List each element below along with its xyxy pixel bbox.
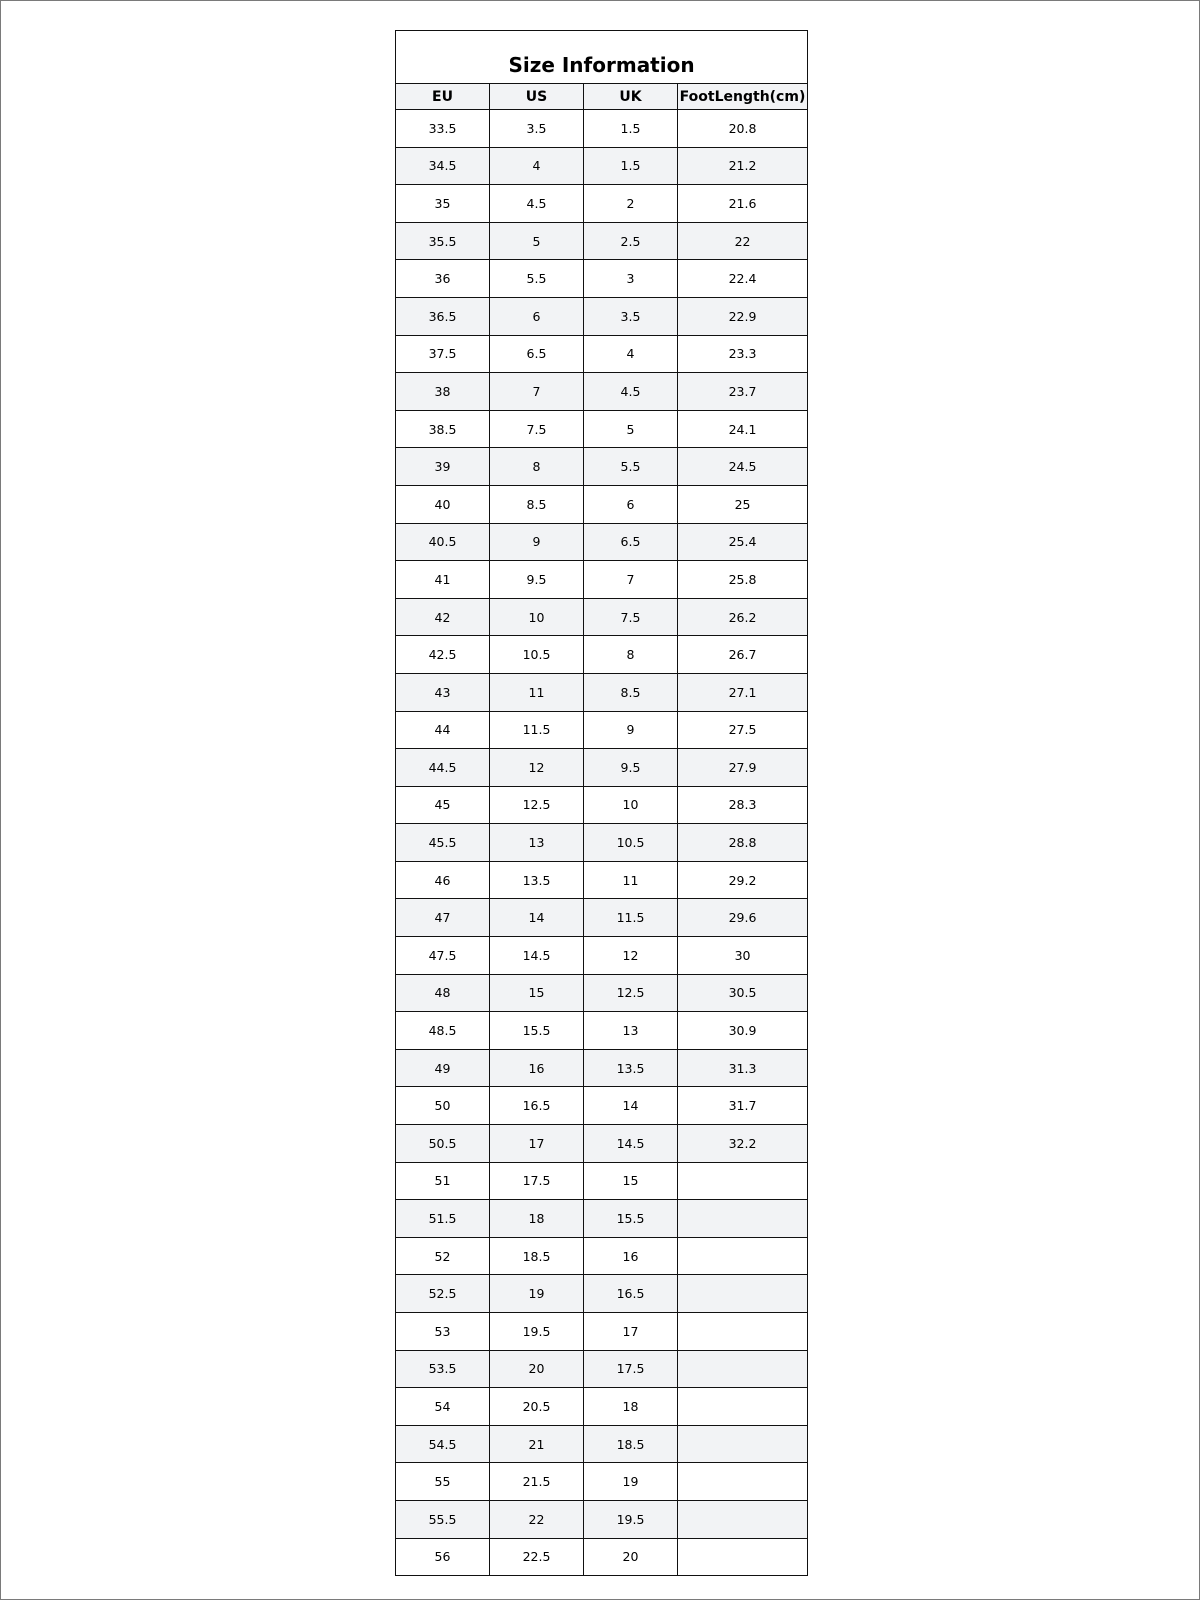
foot-length-cell: 29.6 xyxy=(678,899,808,937)
us-cell: 19.5 xyxy=(490,1313,584,1351)
title-row xyxy=(396,31,808,84)
foot-length-cell: 21.2 xyxy=(678,147,808,185)
foot-length-cell: 27.9 xyxy=(678,749,808,787)
eu-cell: 33.5 xyxy=(396,110,490,148)
header-uk: UK xyxy=(584,84,678,110)
eu-cell: 38.5 xyxy=(396,410,490,448)
foot-length-cell: 29.2 xyxy=(678,861,808,899)
us-cell: 12.5 xyxy=(490,786,584,824)
foot-length-cell: 27.1 xyxy=(678,673,808,711)
us-cell: 4 xyxy=(490,147,584,185)
foot-length-cell: 22.4 xyxy=(678,260,808,298)
eu-cell: 36.5 xyxy=(396,297,490,335)
us-cell: 21 xyxy=(490,1425,584,1463)
table-row xyxy=(396,1463,808,1501)
table-row xyxy=(396,185,808,223)
uk-cell: 20 xyxy=(584,1538,678,1576)
eu-cell: 42.5 xyxy=(396,636,490,674)
table-row xyxy=(396,561,808,599)
us-cell: 17 xyxy=(490,1125,584,1163)
uk-cell: 8 xyxy=(584,636,678,674)
foot-length-cell: 26.2 xyxy=(678,598,808,636)
foot-length-cell: 28.3 xyxy=(678,786,808,824)
table-row xyxy=(396,297,808,335)
eu-cell: 35.5 xyxy=(396,222,490,260)
header-us: US xyxy=(490,84,584,110)
uk-cell: 9.5 xyxy=(584,749,678,787)
eu-cell: 45.5 xyxy=(396,824,490,862)
table-row xyxy=(396,523,808,561)
eu-cell: 41 xyxy=(396,561,490,599)
table-row xyxy=(396,448,808,486)
eu-cell: 43 xyxy=(396,673,490,711)
table-row xyxy=(396,749,808,787)
table-row xyxy=(396,222,808,260)
eu-cell: 51 xyxy=(396,1162,490,1200)
us-cell: 8.5 xyxy=(490,485,584,523)
foot-length-cell xyxy=(678,1500,808,1538)
uk-cell: 8.5 xyxy=(584,673,678,711)
uk-cell: 9 xyxy=(584,711,678,749)
table-row xyxy=(396,1237,808,1275)
uk-cell: 1.5 xyxy=(584,110,678,148)
us-cell: 19 xyxy=(490,1275,584,1313)
table-title: Size Information xyxy=(396,31,808,84)
table-row xyxy=(396,1162,808,1200)
eu-cell: 37.5 xyxy=(396,335,490,373)
eu-cell: 55.5 xyxy=(396,1500,490,1538)
uk-cell: 7.5 xyxy=(584,598,678,636)
foot-length-cell: 23.7 xyxy=(678,373,808,411)
table-row xyxy=(396,1200,808,1238)
size-rows xyxy=(396,110,808,1576)
foot-length-cell xyxy=(678,1313,808,1351)
uk-cell: 16.5 xyxy=(584,1275,678,1313)
table-row xyxy=(396,1313,808,1351)
foot-length-cell xyxy=(678,1237,808,1275)
us-cell: 13 xyxy=(490,824,584,862)
eu-cell: 44.5 xyxy=(396,749,490,787)
header-foot-length: FootLength(cm) xyxy=(678,84,808,110)
header-eu: EU xyxy=(396,84,490,110)
eu-cell: 54 xyxy=(396,1388,490,1426)
foot-length-cell xyxy=(678,1388,808,1426)
uk-cell: 15.5 xyxy=(584,1200,678,1238)
uk-cell: 5 xyxy=(584,410,678,448)
table-row xyxy=(396,636,808,674)
us-cell: 14 xyxy=(490,899,584,937)
eu-cell: 36 xyxy=(396,260,490,298)
us-cell: 7 xyxy=(490,373,584,411)
eu-cell: 45 xyxy=(396,786,490,824)
uk-cell: 3 xyxy=(584,260,678,298)
foot-length-cell xyxy=(678,1200,808,1238)
eu-cell: 47 xyxy=(396,899,490,937)
us-cell: 20 xyxy=(490,1350,584,1388)
table-row xyxy=(396,824,808,862)
uk-cell: 12.5 xyxy=(584,974,678,1012)
eu-cell: 52 xyxy=(396,1237,490,1275)
foot-length-cell xyxy=(678,1463,808,1501)
table-row xyxy=(396,410,808,448)
table-row xyxy=(396,147,808,185)
foot-length-cell: 22.9 xyxy=(678,297,808,335)
foot-length-cell: 25 xyxy=(678,485,808,523)
us-cell: 6.5 xyxy=(490,335,584,373)
eu-cell: 42 xyxy=(396,598,490,636)
uk-cell: 18.5 xyxy=(584,1425,678,1463)
uk-cell: 16 xyxy=(584,1237,678,1275)
us-cell: 14.5 xyxy=(490,937,584,975)
foot-length-cell: 25.4 xyxy=(678,523,808,561)
us-cell: 18.5 xyxy=(490,1237,584,1275)
us-cell: 7.5 xyxy=(490,410,584,448)
eu-cell: 48 xyxy=(396,974,490,1012)
uk-cell: 7 xyxy=(584,561,678,599)
us-cell: 10 xyxy=(490,598,584,636)
uk-cell: 13 xyxy=(584,1012,678,1050)
us-cell: 22.5 xyxy=(490,1538,584,1576)
eu-cell: 38 xyxy=(396,373,490,411)
eu-cell: 50 xyxy=(396,1087,490,1125)
foot-length-cell: 31.3 xyxy=(678,1049,808,1087)
uk-cell: 19.5 xyxy=(584,1500,678,1538)
us-cell: 20.5 xyxy=(490,1388,584,1426)
uk-cell: 17 xyxy=(584,1313,678,1351)
uk-cell: 3.5 xyxy=(584,297,678,335)
us-cell: 12 xyxy=(490,749,584,787)
eu-cell: 53.5 xyxy=(396,1350,490,1388)
us-cell: 6 xyxy=(490,297,584,335)
uk-cell: 18 xyxy=(584,1388,678,1426)
foot-length-cell: 30 xyxy=(678,937,808,975)
uk-cell: 12 xyxy=(584,937,678,975)
eu-cell: 34.5 xyxy=(396,147,490,185)
uk-cell: 1.5 xyxy=(584,147,678,185)
uk-cell: 4 xyxy=(584,335,678,373)
table-row xyxy=(396,1500,808,1538)
us-cell: 15 xyxy=(490,974,584,1012)
foot-length-cell: 30.5 xyxy=(678,974,808,1012)
header-row xyxy=(396,84,808,110)
us-cell: 11 xyxy=(490,673,584,711)
us-cell: 21.5 xyxy=(490,1463,584,1501)
uk-cell: 11.5 xyxy=(584,899,678,937)
eu-cell: 55 xyxy=(396,1463,490,1501)
eu-cell: 39 xyxy=(396,448,490,486)
eu-cell: 54.5 xyxy=(396,1425,490,1463)
eu-cell: 47.5 xyxy=(396,937,490,975)
eu-cell: 46 xyxy=(396,861,490,899)
table-row xyxy=(396,673,808,711)
table-row xyxy=(396,786,808,824)
foot-length-cell: 26.7 xyxy=(678,636,808,674)
eu-cell: 50.5 xyxy=(396,1125,490,1163)
table-row xyxy=(396,1425,808,1463)
foot-length-cell: 30.9 xyxy=(678,1012,808,1050)
us-cell: 16 xyxy=(490,1049,584,1087)
foot-length-cell xyxy=(678,1538,808,1576)
foot-length-cell: 23.3 xyxy=(678,335,808,373)
uk-cell: 6 xyxy=(584,485,678,523)
uk-cell: 6.5 xyxy=(584,523,678,561)
table-row xyxy=(396,373,808,411)
foot-length-cell xyxy=(678,1425,808,1463)
us-cell: 18 xyxy=(490,1200,584,1238)
us-cell: 11.5 xyxy=(490,711,584,749)
eu-cell: 51.5 xyxy=(396,1200,490,1238)
eu-cell: 52.5 xyxy=(396,1275,490,1313)
foot-length-cell xyxy=(678,1350,808,1388)
uk-cell: 13.5 xyxy=(584,1049,678,1087)
table-row xyxy=(396,1538,808,1576)
foot-length-cell: 25.8 xyxy=(678,561,808,599)
table-row xyxy=(396,1087,808,1125)
table-row xyxy=(396,1275,808,1313)
table-row xyxy=(396,1125,808,1163)
table-row xyxy=(396,937,808,975)
foot-length-cell: 24.5 xyxy=(678,448,808,486)
table-row xyxy=(396,974,808,1012)
eu-cell: 40 xyxy=(396,485,490,523)
table-row xyxy=(396,485,808,523)
us-cell: 17.5 xyxy=(490,1162,584,1200)
eu-cell: 53 xyxy=(396,1313,490,1351)
uk-cell: 14 xyxy=(584,1087,678,1125)
eu-cell: 56 xyxy=(396,1538,490,1576)
size-table xyxy=(395,30,808,1576)
foot-length-cell: 20.8 xyxy=(678,110,808,148)
table-row xyxy=(396,899,808,937)
us-cell: 8 xyxy=(490,448,584,486)
us-cell: 16.5 xyxy=(490,1087,584,1125)
uk-cell: 14.5 xyxy=(584,1125,678,1163)
table-row xyxy=(396,861,808,899)
uk-cell: 19 xyxy=(584,1463,678,1501)
us-cell: 3.5 xyxy=(490,110,584,148)
us-cell: 9.5 xyxy=(490,561,584,599)
eu-cell: 44 xyxy=(396,711,490,749)
eu-cell: 49 xyxy=(396,1049,490,1087)
foot-length-cell xyxy=(678,1275,808,1313)
eu-cell: 48.5 xyxy=(396,1012,490,1050)
eu-cell: 35 xyxy=(396,185,490,223)
uk-cell: 15 xyxy=(584,1162,678,1200)
foot-length-cell: 31.7 xyxy=(678,1087,808,1125)
uk-cell: 2 xyxy=(584,185,678,223)
us-cell: 15.5 xyxy=(490,1012,584,1050)
us-cell: 22 xyxy=(490,1500,584,1538)
us-cell: 5.5 xyxy=(490,260,584,298)
us-cell: 13.5 xyxy=(490,861,584,899)
us-cell: 4.5 xyxy=(490,185,584,223)
table-row xyxy=(396,335,808,373)
foot-length-cell xyxy=(678,1162,808,1200)
us-cell: 10.5 xyxy=(490,636,584,674)
eu-cell: 40.5 xyxy=(396,523,490,561)
table-row xyxy=(396,1388,808,1426)
table-row xyxy=(396,711,808,749)
foot-length-cell: 21.6 xyxy=(678,185,808,223)
uk-cell: 2.5 xyxy=(584,222,678,260)
foot-length-cell: 27.5 xyxy=(678,711,808,749)
table-row xyxy=(396,110,808,148)
uk-cell: 10.5 xyxy=(584,824,678,862)
table-row xyxy=(396,260,808,298)
table-row xyxy=(396,1350,808,1388)
uk-cell: 5.5 xyxy=(584,448,678,486)
us-cell: 9 xyxy=(490,523,584,561)
table-row xyxy=(396,1012,808,1050)
uk-cell: 10 xyxy=(584,786,678,824)
table-row xyxy=(396,598,808,636)
foot-length-cell: 24.1 xyxy=(678,410,808,448)
foot-length-cell: 28.8 xyxy=(678,824,808,862)
foot-length-cell: 32.2 xyxy=(678,1125,808,1163)
uk-cell: 11 xyxy=(584,861,678,899)
uk-cell: 4.5 xyxy=(584,373,678,411)
uk-cell: 17.5 xyxy=(584,1350,678,1388)
us-cell: 5 xyxy=(490,222,584,260)
foot-length-cell: 22 xyxy=(678,222,808,260)
table-row xyxy=(396,1049,808,1087)
